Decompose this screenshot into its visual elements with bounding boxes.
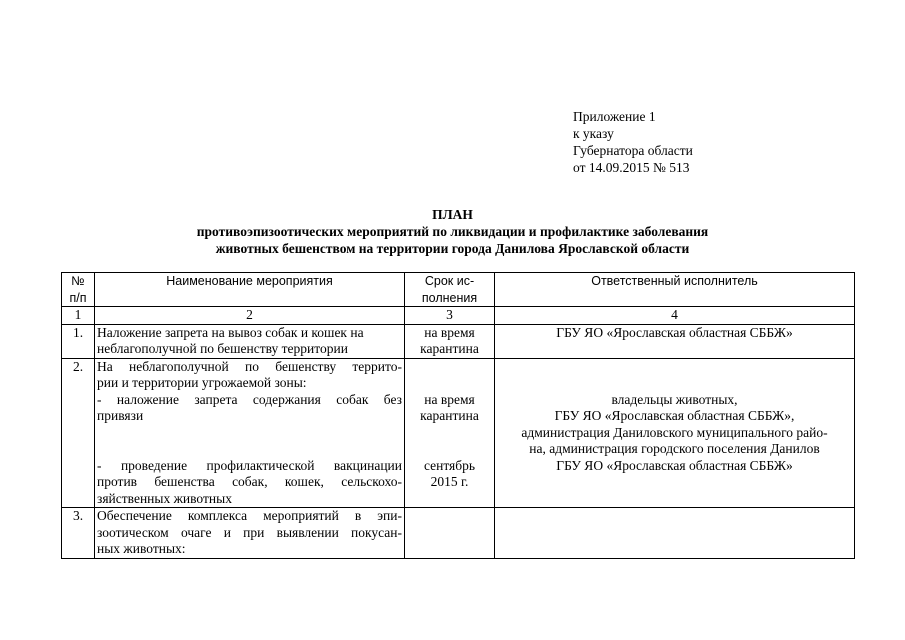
cell-line: - проведение профилактической вакцинации	[97, 457, 402, 473]
title-line: ПЛАН	[432, 207, 473, 222]
column-number: 2	[95, 307, 405, 325]
header-text: п/п	[69, 290, 87, 305]
cell-line: на время	[424, 324, 475, 340]
row-term	[405, 324, 495, 358]
cell-line: ГБУ ЯО «Ярославская областная СББЖ»	[556, 457, 793, 473]
cell-line: неблагополучной по бешенству территории	[97, 341, 348, 356]
row-term	[405, 358, 495, 508]
header-num	[62, 273, 95, 307]
cell-line: На неблагополучной по бешенству террито-	[97, 358, 402, 374]
header-text: №	[71, 274, 85, 288]
column-number: 1	[62, 307, 95, 325]
plan-table	[61, 272, 855, 559]
cell-line: привязи	[97, 408, 144, 423]
cell-line: карантина	[420, 341, 479, 356]
header-text: Срок ис-	[424, 274, 475, 288]
row-name	[95, 324, 405, 358]
cell-line: ных животных:	[97, 541, 186, 556]
cell-line: зяйственных животных	[97, 490, 232, 506]
appendix-line: от 14.09.2015 № 513	[573, 160, 690, 175]
row-number: 1.	[62, 324, 95, 358]
cell-line: зоотическом очаге и при выявлении покусан-	[97, 524, 402, 540]
appendix-line: Губернатора области	[573, 143, 693, 158]
row-resp	[495, 358, 855, 508]
table-row	[62, 508, 855, 559]
column-number-row	[62, 307, 855, 325]
table-header-row	[62, 273, 855, 307]
table-row	[62, 324, 855, 358]
cell-line: на, администрация городского поселения Данилов	[529, 441, 820, 456]
cell-line: карантина	[420, 408, 479, 423]
title-line: животных бешенством на территории города Данилова Ярославской области	[215, 241, 690, 256]
header-name: Наименование мероприятия	[95, 273, 405, 307]
cell-line: ГБУ ЯО «Ярославская областная СББЖ»,	[554, 408, 795, 423]
header-text: полнения	[421, 290, 478, 305]
row-resp	[495, 508, 855, 559]
plan-title	[0, 206, 905, 257]
cell-line: - наложение запрета содержания собак без	[97, 391, 402, 407]
appendix-block	[573, 108, 693, 176]
row-name	[95, 508, 405, 559]
cell-line: на время	[424, 391, 475, 407]
row-number: 2.	[62, 358, 95, 508]
header-resp: Ответственный исполнитель	[495, 273, 855, 307]
cell-line: рии и территории угрожаемой зоны:	[97, 375, 307, 390]
row-number: 3.	[62, 508, 95, 559]
row-resp: ГБУ ЯО «Ярославская областная СББЖ»	[495, 324, 855, 358]
appendix-line: Приложение 1	[573, 109, 656, 124]
row-term	[405, 508, 495, 559]
column-number: 4	[495, 307, 855, 325]
table-row	[62, 358, 855, 508]
row-name	[95, 358, 405, 508]
cell-line: владельцы животных,	[611, 391, 738, 407]
title-line: противоэпизоотических мероприятий по ликвидации и профилактике заболевания	[196, 224, 709, 239]
cell-line: против бешенства собак, кошек, сельскохо-	[97, 474, 402, 489]
column-number: 3	[405, 307, 495, 325]
cell-line: Обеспечение комплекса мероприятий в эпи-	[97, 508, 402, 523]
cell-line: Наложение запрета на вывоз собак и кошек на	[97, 324, 364, 340]
header-term	[405, 273, 495, 307]
cell-line: 2015 г.	[430, 474, 469, 489]
cell-line: сентябрь	[423, 457, 476, 473]
appendix-line: к указу	[573, 126, 614, 141]
cell-line: администрация Даниловского муниципального райо-	[521, 424, 828, 440]
